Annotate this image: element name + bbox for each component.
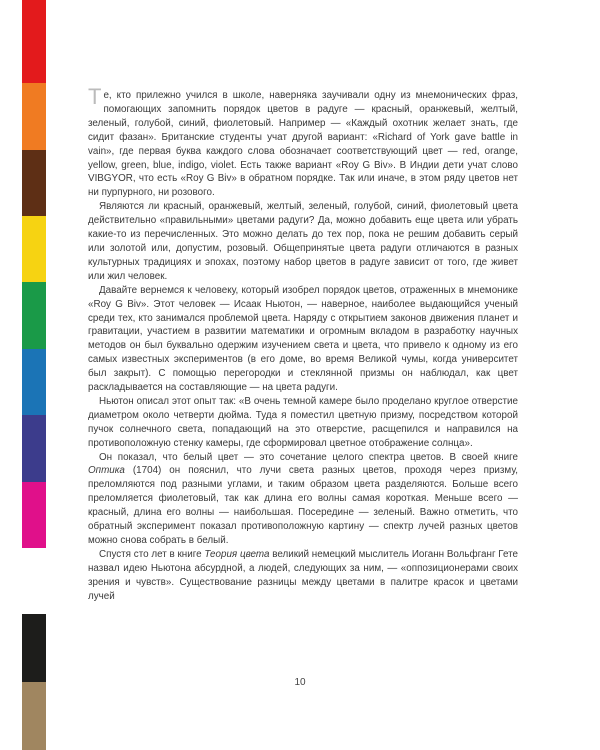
book-title-optics: Оптика bbox=[88, 465, 125, 477]
drop-cap: Т bbox=[88, 84, 102, 109]
swatch-brown bbox=[22, 150, 46, 216]
paragraph-2: Являются ли красный, оранжевый, желтый, зеленый, голубой, синий, фиолетовый цвета действительно «правильными» цветами радуги? Да, можно добавить еще цвета или убрать какие-то из перечисленных. Это можно делать до тех пор, пока не решим добавить серый или золотой или, допустим, розовый. Общепринятые цвета радуги отличаются в разных культурных традициях и эпохах, поэтому набор цветов в радуге зависит от того, где живет или жил человек. bbox=[88, 201, 518, 282]
swatch-tan bbox=[22, 682, 46, 750]
paragraph-1 bbox=[88, 84, 518, 200]
swatch-orange bbox=[22, 83, 46, 150]
swatch-red bbox=[22, 0, 46, 83]
swatch-blue bbox=[22, 349, 46, 415]
paragraph-3: Давайте вернемся к человеку, который изобрел порядок цветов, отраженных в мнемонике «Roy G Biv». Этот человек — Исаак Ньютон, — наверное, наиболее выдающийся ученый среди тех, кто занимался проблемой цвета. Наряду с открытием законов движения планет и гравитации, участием в развитии математики и огромным вкладом в разработку научных методов он был буквально одержим изучением света и цвета, что привело к одному из его самых известных экспериментов (в его доме, во время Великой чумы, когда университет был закрыт). С помощью перегородки и стеклянной призмы он наблюдал, как цвет раскладывается на составляющие — на цвета радуги. bbox=[88, 284, 518, 394]
book-title-color-theory: Теория цвета bbox=[204, 548, 270, 560]
paragraph-4: Ньютон описал этот опыт так: «В очень темной камере было проделано круглое отверстие диаметром около четверти дюйма. Туда я поместил цветную призму, посредством которой пучок солнечного света, попадающий на это отверстие, расщепился и направился на противоположную стенку камеры, где сформировал цветное отображение солнца». bbox=[88, 395, 518, 449]
paragraph-6-part2: великий немецкий мыслитель Иоганн Вольфганг Гете назвал идею Ньютона абсурдной, а людей, следующих за ним, — «оппозиционерами своих зрения и чувств». Существование разницы между цветами в палитре красок и цветами лучей bbox=[88, 548, 518, 602]
color-strip bbox=[22, 0, 46, 750]
paragraph-5 bbox=[88, 451, 518, 548]
paragraph-1-text: е, кто прилежно учился в школе, наверняка заучивали одну из мнемонических фраз, помогающих запомнить порядок цветов в радуге — красный, оранжевый, желтый, зеленый, голубой, синий, фиолетовый. Например — «Каждый охотник желает знать, где сидит фазан». Британские студенты учат другой вариант: «Richard of York gave battle in vain», где первая буква каждого слова обозначает соответствующий цвет — red, orange, yellow, green, blue, indigo, violet. Есть также вариант «Roy G Biv». В Индии дети учат слово VIBGYOR, что есть «Roy G Biv» в обратном порядке. Так или иначе, в этом ряду цветов нет ни пурпурного, ни розового. bbox=[88, 90, 518, 199]
paragraph-5-part1: Он показал, что белый цвет — это сочетание целого спектра цветов. В своей книге bbox=[99, 451, 518, 463]
swatch-yellow bbox=[22, 216, 46, 282]
body-text bbox=[88, 84, 518, 604]
swatch-white bbox=[22, 548, 46, 614]
paragraph-5-part2: (1704) он пояснил, что лучи света разных цветов, проходя через призму, преломляются под разными углами, и таким образом цвета разделяются. Больше всего преломляется фиолетовый, так как длина его волны самая короткая. Меньше всего — красный, длина его волны — наибольшая. Посередине — зеленый. Важно отметить, что обратный эксперимент показал противоположную картину — спектр лучей разных цветов можно снова собрать в белый. bbox=[88, 465, 518, 546]
swatch-indigo bbox=[22, 415, 46, 482]
paragraph-6 bbox=[88, 548, 518, 604]
page-number: 10 bbox=[294, 677, 306, 688]
swatch-green bbox=[22, 282, 46, 349]
swatch-magenta bbox=[22, 482, 46, 548]
swatch-black bbox=[22, 614, 46, 682]
paragraph-6-part1: Спустя сто лет в книге bbox=[99, 548, 205, 560]
